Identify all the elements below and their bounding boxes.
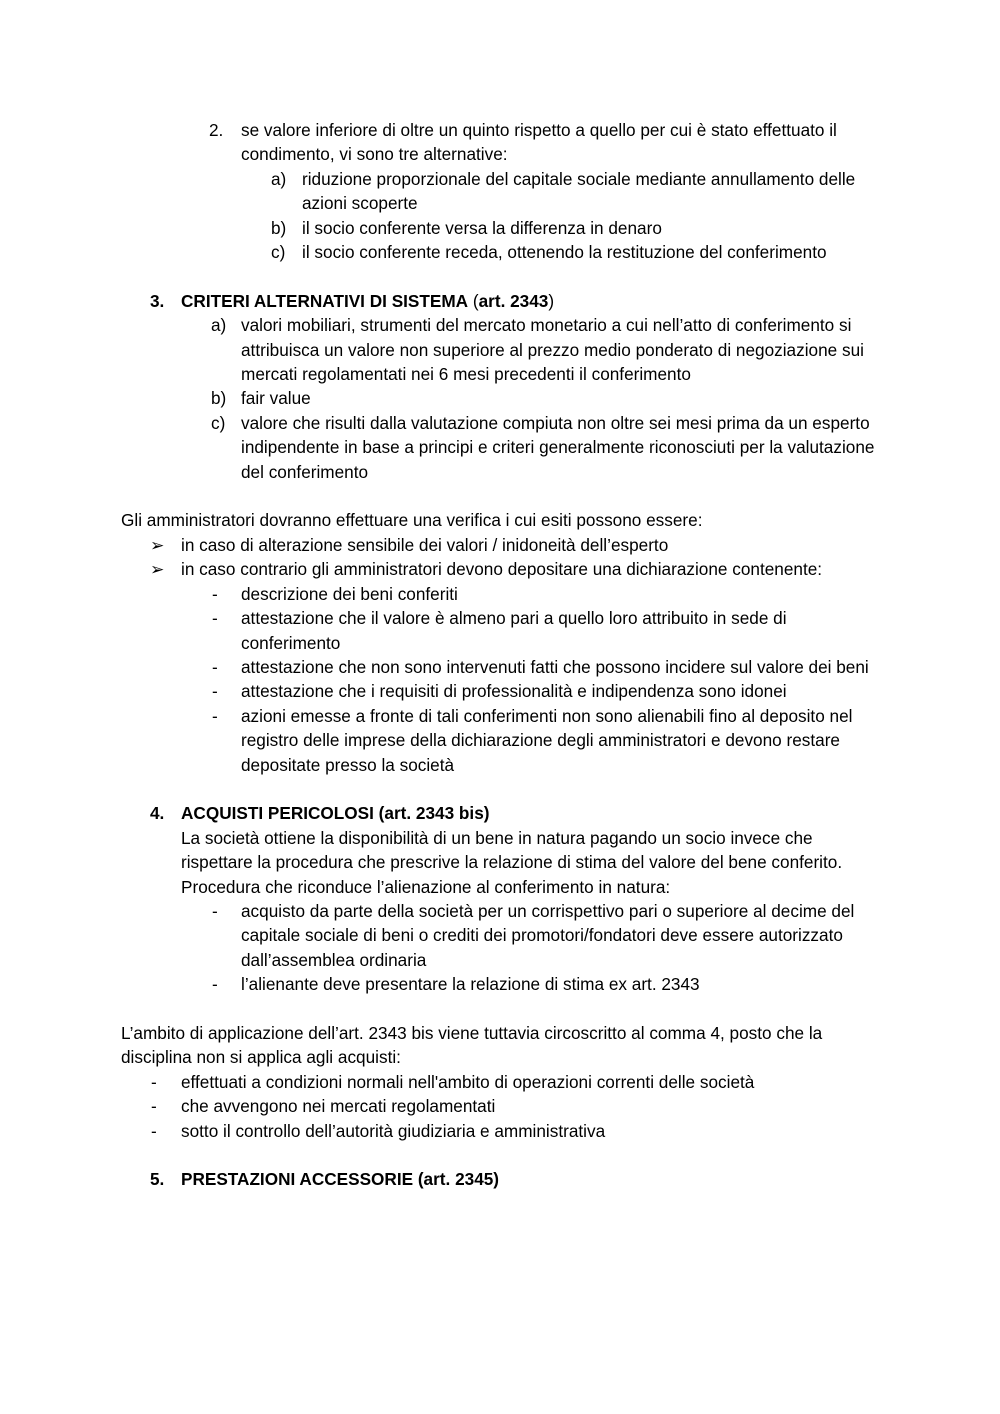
verifica-intro: Gli amministratori dovranno effettuare una verifica i cui esiti possono essere: [121, 510, 703, 531]
list-marker: c) [271, 242, 286, 263]
dash-item [212, 606, 841, 655]
section-4-heading [150, 801, 881, 825]
list-marker: a) [271, 168, 287, 189]
section-number: 5. [150, 1169, 165, 1190]
dash-item [212, 972, 881, 996]
list-marker: b) [211, 388, 227, 409]
list-marker: b) [271, 217, 287, 238]
list-item-text: che avvengono nei mercati regolamentati [181, 1096, 496, 1117]
section-number: 3. [150, 290, 165, 311]
list-item-2b [271, 216, 902, 240]
dash-bullet: - [212, 583, 218, 604]
dash-bullet: - [212, 681, 218, 702]
dash-bullet: - [151, 1120, 157, 1141]
dash-item [212, 679, 881, 703]
section-3-heading [150, 289, 881, 313]
paren-open: ( [468, 290, 479, 311]
document-page [0, 118, 1000, 1192]
section-4-paragraph-2: Procedura che riconduce l’alienazione al conferimento in natura: [181, 876, 671, 897]
dash-bullet: - [212, 656, 218, 677]
list-marker: 2. [209, 120, 224, 140]
list-item-text: valore che risulti dalla valutazione compiuta non oltre sei mesi prima da un esperto indipendente in base a principi e criteri generalmente riconosciuti per la valutazione del conferimento [241, 412, 875, 482]
section-number: 4. [150, 803, 165, 824]
dash-item [212, 704, 876, 777]
arrow-bullet: ➢ [150, 534, 165, 555]
list-item-text: sotto il controllo dell’autorità giudiziaria e amministrativa [181, 1120, 606, 1141]
list-item-2c [271, 240, 902, 264]
list-item-text: in caso di alterazione sensibile dei valori / inidoneità dell’esperto [181, 534, 669, 555]
section-title: PRESTAZIONI ACCESSORIE (art. 2345) [181, 1169, 500, 1190]
paren-close: ) [548, 290, 555, 311]
list-item-2 [209, 118, 881, 167]
ambito-paragraph: L’ambito di applicazione dell’art. 2343 bis viene tuttavia circoscritto al comma 4, posto che la disciplina non si applica agli acquisti: [121, 1022, 823, 1068]
arrow-item-2 [150, 557, 881, 581]
list-item-text: attestazione che i requisiti di professionalità e indipendenza sono idonei [241, 681, 787, 702]
dash-item [212, 582, 881, 606]
dash-bullet: - [151, 1071, 157, 1092]
list-item-text: il socio conferente versa la differenza in denaro [302, 217, 662, 238]
list-item-2a [271, 167, 872, 216]
list-item-3a [211, 313, 871, 386]
list-item-text: effettuati a condizioni normali nell'ambito di operazioni correnti delle società [181, 1071, 755, 1092]
dash-bullet: - [212, 608, 218, 629]
section-title: CRITERI ALTERNATIVI DI SISTEMA [181, 290, 469, 311]
section-title: ACQUISTI PERICOLOSI (art. 2343 bis) [181, 803, 490, 824]
list-item-text: riduzione proporzionale del capitale sociale mediante annullamento delle azioni scoperte [302, 168, 856, 214]
arrow-item-1 [150, 533, 881, 557]
dash-item [151, 1070, 881, 1094]
list-item-text: fair value [241, 388, 311, 409]
list-item-text: l’alienante deve presentare la relazione di stima ex art. 2343 [241, 974, 700, 995]
list-item-text: se valore inferiore di oltre un quinto rispetto a quello per cui è stato effettuato il condimento, vi sono tre alternative: [241, 120, 837, 165]
dash-item [151, 1094, 881, 1118]
dash-item [151, 1119, 881, 1143]
list-marker: a) [211, 315, 227, 336]
arrow-bullet: ➢ [150, 559, 165, 580]
list-marker: c) [211, 412, 226, 433]
list-item-text: azioni emesse a fronte di tali conferimenti non sono alienabili fino al deposito nel registro delle imprese della dichiarazione degli amministratori e devono restare depositate presso la società [241, 705, 853, 775]
dash-bullet: - [212, 974, 218, 995]
dash-bullet: - [151, 1096, 157, 1117]
list-item-text: acquisto da parte della società per un corrispettivo pari o superiore al decime del capitale sociale di beni o crediti dei promotori/fondatori deve essere autorizzato dall’assemblea ordinaria [241, 900, 855, 970]
list-item-text: descrizione dei beni conferiti [241, 583, 458, 604]
list-item-text: il socio conferente receda, ottenendo la restituzione del conferimento [302, 242, 827, 263]
list-item-text: attestazione che non sono intervenuti fatti che possono incidere sul valore dei beni [241, 656, 869, 677]
list-item-3c [211, 411, 881, 484]
section-4-paragraph-1: La società ottiene la disponibilità di un bene in natura pagando un socio invece che rispettare la procedura che prescrive la relazione di stima del valore del bene conferito. [181, 827, 843, 873]
article-ref: art. 2343 [478, 290, 549, 311]
dash-bullet: - [212, 705, 218, 726]
dash-bullet: - [212, 900, 218, 921]
list-item-text: attestazione che il valore è almeno pari a quello loro attribuito in sede di conferimento [241, 608, 787, 653]
list-item-text: valori mobiliari, strumenti del mercato monetario a cui nell’atto di conferimento si attribuisca un valore non superiore al prezzo medio ponderato di negoziazione sui mercati regolamentati nei 6 mesi precedenti il conferimento [241, 315, 864, 385]
dash-item [212, 899, 881, 972]
dash-item [212, 655, 881, 679]
list-item-text: in caso contrario gli amministratori devono depositare una dichiarazione contenente: [181, 559, 823, 580]
section-5-heading [150, 1167, 881, 1191]
list-item-3b [211, 386, 871, 410]
